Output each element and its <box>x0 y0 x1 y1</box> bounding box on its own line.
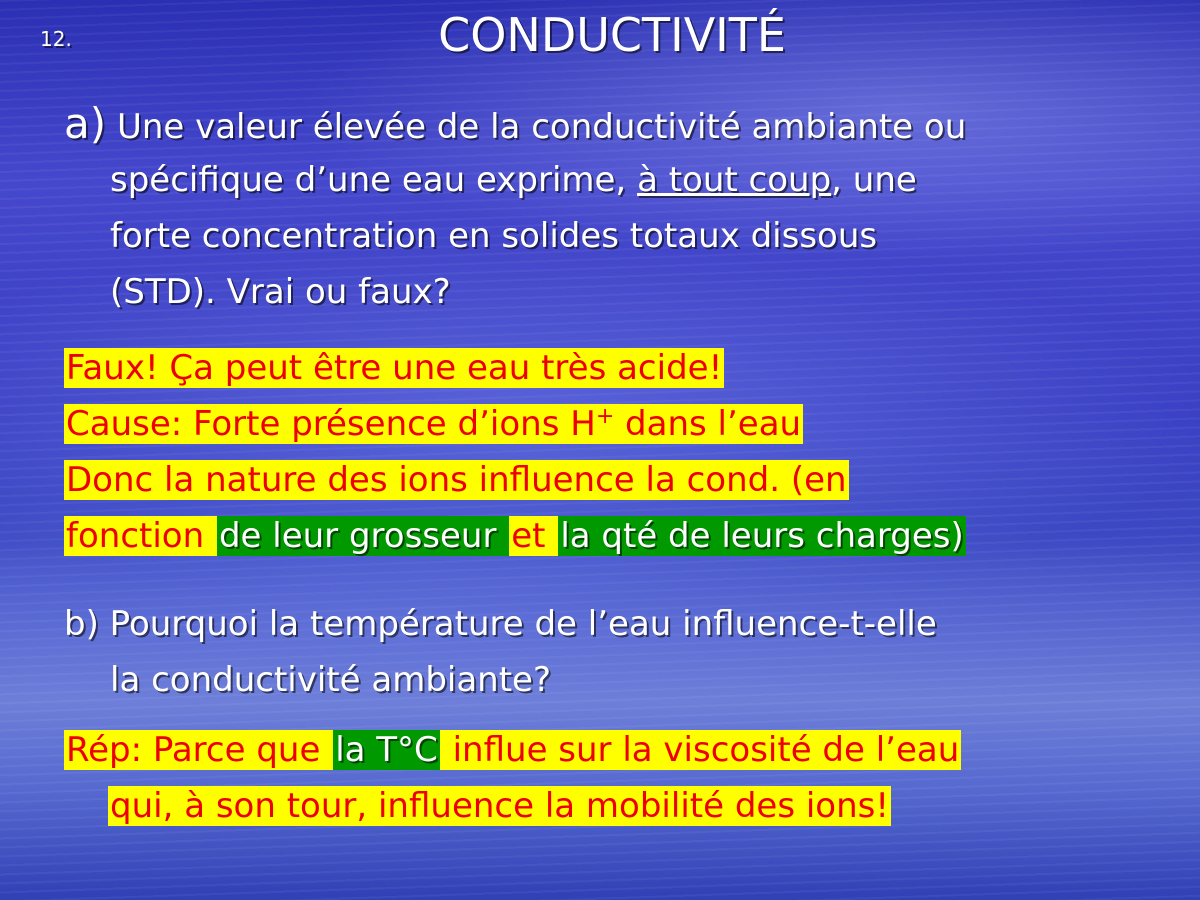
answer-a-line-3 <box>64 452 966 508</box>
answer-b-line-1 <box>64 722 961 778</box>
question-a <box>64 96 966 320</box>
answer-a-text-1: Faux! Ça peut être une eau très acide! <box>66 348 723 388</box>
slide-title: CONDUCTIVITÉ <box>438 8 786 62</box>
answer-a-text-3: Donc la nature des ions influence la cond. (en <box>66 460 847 500</box>
answer-a <box>64 340 966 564</box>
underlined-phrase: à tout coup <box>637 160 832 200</box>
answer-a-text-4b: et <box>511 516 557 556</box>
answer-b-line-2 <box>64 778 961 834</box>
green-highlight-charges: la qté de leurs charges) <box>560 516 964 556</box>
answer-a-text-2b: dans l’eau <box>614 404 802 444</box>
question-a-line-2 <box>64 152 966 208</box>
answer-a-line-4 <box>64 508 966 564</box>
answer-b-text-1b: influe sur la viscosité de l’eau <box>441 730 960 770</box>
green-highlight-size: de leur grosseur <box>218 516 508 556</box>
answer-b <box>64 722 961 834</box>
question-a-text-2b: , une <box>831 160 917 200</box>
green-highlight-temperature: la T°C <box>335 730 438 770</box>
question-a-line-4: (STD). Vrai ou faux? <box>110 272 451 312</box>
superscript-plus: + <box>595 404 615 429</box>
answer-a-text-2a: Cause: Forte présence d’ions H <box>66 404 596 444</box>
answer-b-text-2: qui, à son tour, influence la mobilité des ions! <box>110 786 889 826</box>
answer-b-text-1a: Rép: Parce que <box>66 730 332 770</box>
answer-a-line-1 <box>64 340 966 396</box>
question-a-text-2a: spécifique d’une eau exprime, <box>110 160 638 200</box>
slide-number: 12. <box>40 27 72 51</box>
question-b <box>64 596 937 708</box>
question-a-letter: a) <box>64 99 107 148</box>
question-a-line-3: forte concentration en solides totaux dissous <box>110 216 878 256</box>
question-b-line-1: b) Pourquoi la température de l’eau influence-t-elle <box>64 604 937 644</box>
question-a-text-1: Une valeur élevée de la conductivité ambiante ou <box>116 107 967 147</box>
question-a-line-1 <box>64 96 966 152</box>
answer-a-text-2 <box>64 404 803 444</box>
answer-a-line-2 <box>64 396 966 452</box>
answer-a-text-4a: fonction <box>66 516 215 556</box>
question-b-line-2: la conductivité ambiante? <box>110 660 552 700</box>
